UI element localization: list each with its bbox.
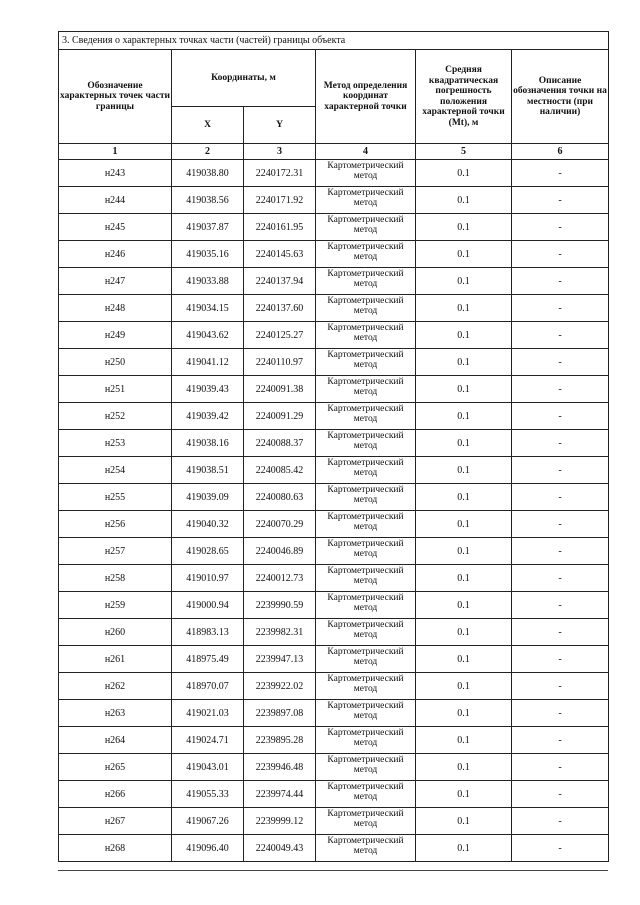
point-description: - bbox=[512, 187, 609, 214]
coord-y: 2240091.38 bbox=[244, 376, 316, 403]
coord-x: 419039.42 bbox=[172, 403, 244, 430]
method: Картометрический метод bbox=[316, 592, 416, 619]
point-description: - bbox=[512, 700, 609, 727]
point-description: - bbox=[512, 376, 609, 403]
method: Картометрический метод bbox=[316, 268, 416, 295]
point-description: - bbox=[512, 295, 609, 322]
header-error: Средняя квадратическая погрешность положения характерной точки (Mt), м bbox=[416, 50, 512, 144]
error-value: 0.1 bbox=[416, 700, 512, 727]
table-row bbox=[59, 781, 609, 808]
table-row bbox=[59, 187, 609, 214]
error-value: 0.1 bbox=[416, 349, 512, 376]
point-id: н265 bbox=[59, 754, 172, 781]
table-row bbox=[59, 349, 609, 376]
error-value: 0.1 bbox=[416, 727, 512, 754]
point-id: н248 bbox=[59, 295, 172, 322]
coord-x: 419024.71 bbox=[172, 727, 244, 754]
column-number: 4 bbox=[316, 144, 416, 160]
header-row bbox=[59, 50, 609, 107]
method: Картометрический метод bbox=[316, 673, 416, 700]
point-id: н266 bbox=[59, 781, 172, 808]
point-description: - bbox=[512, 349, 609, 376]
header-coordinates: Координаты, м bbox=[172, 50, 316, 107]
header-x: X bbox=[172, 107, 244, 144]
coord-y: 2240110.97 bbox=[244, 349, 316, 376]
method: Картометрический метод bbox=[316, 484, 416, 511]
method: Картометрический метод bbox=[316, 457, 416, 484]
point-id: н262 bbox=[59, 673, 172, 700]
coord-x: 419010.97 bbox=[172, 565, 244, 592]
coord-x: 419034.15 bbox=[172, 295, 244, 322]
coord-y: 2240145.63 bbox=[244, 241, 316, 268]
error-value: 0.1 bbox=[416, 511, 512, 538]
method: Картометрический метод bbox=[316, 349, 416, 376]
coord-x: 419041.12 bbox=[172, 349, 244, 376]
method: Картометрический метод bbox=[316, 241, 416, 268]
table-row bbox=[59, 673, 609, 700]
coord-x: 419038.51 bbox=[172, 457, 244, 484]
header-method: Метод определения координат характерной точки bbox=[316, 50, 416, 144]
point-id: н254 bbox=[59, 457, 172, 484]
point-id: н249 bbox=[59, 322, 172, 349]
point-id: н257 bbox=[59, 538, 172, 565]
error-value: 0.1 bbox=[416, 214, 512, 241]
coord-y: 2240161.95 bbox=[244, 214, 316, 241]
coord-y: 2239999.12 bbox=[244, 808, 316, 835]
point-description: - bbox=[512, 754, 609, 781]
error-value: 0.1 bbox=[416, 160, 512, 187]
method: Картометрический метод bbox=[316, 376, 416, 403]
point-description: - bbox=[512, 538, 609, 565]
coord-x: 419038.16 bbox=[172, 430, 244, 457]
coord-y: 2240091.29 bbox=[244, 403, 316, 430]
coord-x: 419096.40 bbox=[172, 835, 244, 862]
method: Картометрический метод bbox=[316, 727, 416, 754]
coord-y: 2240125.27 bbox=[244, 322, 316, 349]
point-id: н252 bbox=[59, 403, 172, 430]
coord-x: 419040.32 bbox=[172, 511, 244, 538]
coord-y: 2240049.43 bbox=[244, 835, 316, 862]
table-row bbox=[59, 160, 609, 187]
table-row bbox=[59, 538, 609, 565]
error-value: 0.1 bbox=[416, 268, 512, 295]
coord-y: 2240172.31 bbox=[244, 160, 316, 187]
coord-y: 2240012.73 bbox=[244, 565, 316, 592]
table-row bbox=[59, 241, 609, 268]
header-description: Описание обозначения точки на местности (при наличии) bbox=[512, 50, 609, 144]
table-row bbox=[59, 376, 609, 403]
method: Картометрический метод bbox=[316, 646, 416, 673]
coord-y: 2240137.60 bbox=[244, 295, 316, 322]
method: Картометрический метод bbox=[316, 403, 416, 430]
point-id: н251 bbox=[59, 376, 172, 403]
table-row bbox=[59, 295, 609, 322]
error-value: 0.1 bbox=[416, 187, 512, 214]
coord-y: 2240088.37 bbox=[244, 430, 316, 457]
point-id: н268 bbox=[59, 835, 172, 862]
column-number: 3 bbox=[244, 144, 316, 160]
coord-y: 2239946.48 bbox=[244, 754, 316, 781]
error-value: 0.1 bbox=[416, 376, 512, 403]
method: Картометрический метод bbox=[316, 295, 416, 322]
point-description: - bbox=[512, 403, 609, 430]
coord-y: 2239974.44 bbox=[244, 781, 316, 808]
table-row bbox=[59, 565, 609, 592]
coord-x: 419043.62 bbox=[172, 322, 244, 349]
point-description: - bbox=[512, 430, 609, 457]
point-id: н256 bbox=[59, 511, 172, 538]
point-description: - bbox=[512, 646, 609, 673]
method: Картометрический метод bbox=[316, 322, 416, 349]
coord-x: 418970.07 bbox=[172, 673, 244, 700]
table-body bbox=[59, 160, 609, 862]
table-row bbox=[59, 592, 609, 619]
table-row bbox=[59, 700, 609, 727]
coord-y: 2240085.42 bbox=[244, 457, 316, 484]
point-description: - bbox=[512, 592, 609, 619]
point-description: - bbox=[512, 484, 609, 511]
method: Картометрический метод bbox=[316, 565, 416, 592]
coord-y: 2239982.31 bbox=[244, 619, 316, 646]
error-value: 0.1 bbox=[416, 592, 512, 619]
error-value: 0.1 bbox=[416, 835, 512, 862]
coord-y: 2239897.08 bbox=[244, 700, 316, 727]
method: Картометрический метод bbox=[316, 700, 416, 727]
point-description: - bbox=[512, 808, 609, 835]
method: Картометрический метод bbox=[316, 781, 416, 808]
table-row bbox=[59, 808, 609, 835]
column-number: 6 bbox=[512, 144, 609, 160]
footer-divider bbox=[58, 870, 608, 871]
coord-x: 419028.65 bbox=[172, 538, 244, 565]
table-row bbox=[59, 457, 609, 484]
point-id: н246 bbox=[59, 241, 172, 268]
point-description: - bbox=[512, 322, 609, 349]
table-caption-row bbox=[59, 32, 609, 50]
coord-y: 2239947.13 bbox=[244, 646, 316, 673]
coord-x: 419039.09 bbox=[172, 484, 244, 511]
method: Картометрический метод bbox=[316, 808, 416, 835]
error-value: 0.1 bbox=[416, 484, 512, 511]
table-row bbox=[59, 511, 609, 538]
point-description: - bbox=[512, 511, 609, 538]
coord-y: 2240080.63 bbox=[244, 484, 316, 511]
point-id: н261 bbox=[59, 646, 172, 673]
coord-y: 2239990.59 bbox=[244, 592, 316, 619]
point-description: - bbox=[512, 457, 609, 484]
coord-x: 418983.13 bbox=[172, 619, 244, 646]
coord-x: 419039.43 bbox=[172, 376, 244, 403]
table-row bbox=[59, 727, 609, 754]
point-description: - bbox=[512, 268, 609, 295]
coord-x: 419033.88 bbox=[172, 268, 244, 295]
point-id: н244 bbox=[59, 187, 172, 214]
point-id: н253 bbox=[59, 430, 172, 457]
coord-x: 419037.87 bbox=[172, 214, 244, 241]
point-description: - bbox=[512, 241, 609, 268]
error-value: 0.1 bbox=[416, 619, 512, 646]
point-id: н259 bbox=[59, 592, 172, 619]
error-value: 0.1 bbox=[416, 673, 512, 700]
column-number: 1 bbox=[59, 144, 172, 160]
error-value: 0.1 bbox=[416, 781, 512, 808]
error-value: 0.1 bbox=[416, 754, 512, 781]
point-description: - bbox=[512, 835, 609, 862]
error-value: 0.1 bbox=[416, 646, 512, 673]
coord-x: 418975.49 bbox=[172, 646, 244, 673]
coord-x: 419038.56 bbox=[172, 187, 244, 214]
method: Картометрический метод bbox=[316, 619, 416, 646]
coord-y: 2240046.89 bbox=[244, 538, 316, 565]
column-numbers-row bbox=[59, 144, 609, 160]
coord-x: 419000.94 bbox=[172, 592, 244, 619]
point-id: н258 bbox=[59, 565, 172, 592]
point-id: н260 bbox=[59, 619, 172, 646]
coord-y: 2240171.92 bbox=[244, 187, 316, 214]
table-row bbox=[59, 484, 609, 511]
coord-x: 419055.33 bbox=[172, 781, 244, 808]
point-id: н255 bbox=[59, 484, 172, 511]
error-value: 0.1 bbox=[416, 322, 512, 349]
header-y: Y bbox=[244, 107, 316, 144]
method: Картометрический метод bbox=[316, 538, 416, 565]
method: Картометрический метод bbox=[316, 511, 416, 538]
table-caption: 3. Сведения о характерных точках части (частей) границы объекта bbox=[59, 32, 609, 50]
point-id: н245 bbox=[59, 214, 172, 241]
error-value: 0.1 bbox=[416, 538, 512, 565]
coord-x: 419038.80 bbox=[172, 160, 244, 187]
point-description: - bbox=[512, 727, 609, 754]
point-description: - bbox=[512, 673, 609, 700]
table-row bbox=[59, 835, 609, 862]
point-id: н243 bbox=[59, 160, 172, 187]
coord-y: 2239895.28 bbox=[244, 727, 316, 754]
coord-x: 419021.03 bbox=[172, 700, 244, 727]
method: Картометрический метод bbox=[316, 835, 416, 862]
method: Картометрический метод bbox=[316, 214, 416, 241]
table-row bbox=[59, 214, 609, 241]
error-value: 0.1 bbox=[416, 295, 512, 322]
method: Картометрический метод bbox=[316, 187, 416, 214]
coord-x: 419067.26 bbox=[172, 808, 244, 835]
error-value: 0.1 bbox=[416, 565, 512, 592]
point-id: н263 bbox=[59, 700, 172, 727]
point-id: н247 bbox=[59, 268, 172, 295]
point-id: н267 bbox=[59, 808, 172, 835]
coord-y: 2239922.02 bbox=[244, 673, 316, 700]
point-description: - bbox=[512, 214, 609, 241]
coord-x: 419043.01 bbox=[172, 754, 244, 781]
column-number: 2 bbox=[172, 144, 244, 160]
point-description: - bbox=[512, 565, 609, 592]
point-description: - bbox=[512, 781, 609, 808]
error-value: 0.1 bbox=[416, 403, 512, 430]
method: Картометрический метод bbox=[316, 160, 416, 187]
error-value: 0.1 bbox=[416, 430, 512, 457]
method: Картометрический метод bbox=[316, 430, 416, 457]
table-row bbox=[59, 322, 609, 349]
error-value: 0.1 bbox=[416, 808, 512, 835]
table-row bbox=[59, 619, 609, 646]
point-description: - bbox=[512, 619, 609, 646]
table-row bbox=[59, 403, 609, 430]
characteristic-points-table bbox=[58, 31, 609, 862]
method: Картометрический метод bbox=[316, 754, 416, 781]
point-description: - bbox=[512, 160, 609, 187]
coord-y: 2240137.94 bbox=[244, 268, 316, 295]
column-number: 5 bbox=[416, 144, 512, 160]
point-id: н250 bbox=[59, 349, 172, 376]
header-designation: Обозначение характерных точек части границы bbox=[59, 50, 172, 144]
document-sheet bbox=[58, 31, 608, 862]
table-row bbox=[59, 268, 609, 295]
coord-y: 2240070.29 bbox=[244, 511, 316, 538]
table-row bbox=[59, 646, 609, 673]
error-value: 0.1 bbox=[416, 241, 512, 268]
point-id: н264 bbox=[59, 727, 172, 754]
error-value: 0.1 bbox=[416, 457, 512, 484]
table-row bbox=[59, 754, 609, 781]
table-row bbox=[59, 430, 609, 457]
coord-x: 419035.16 bbox=[172, 241, 244, 268]
